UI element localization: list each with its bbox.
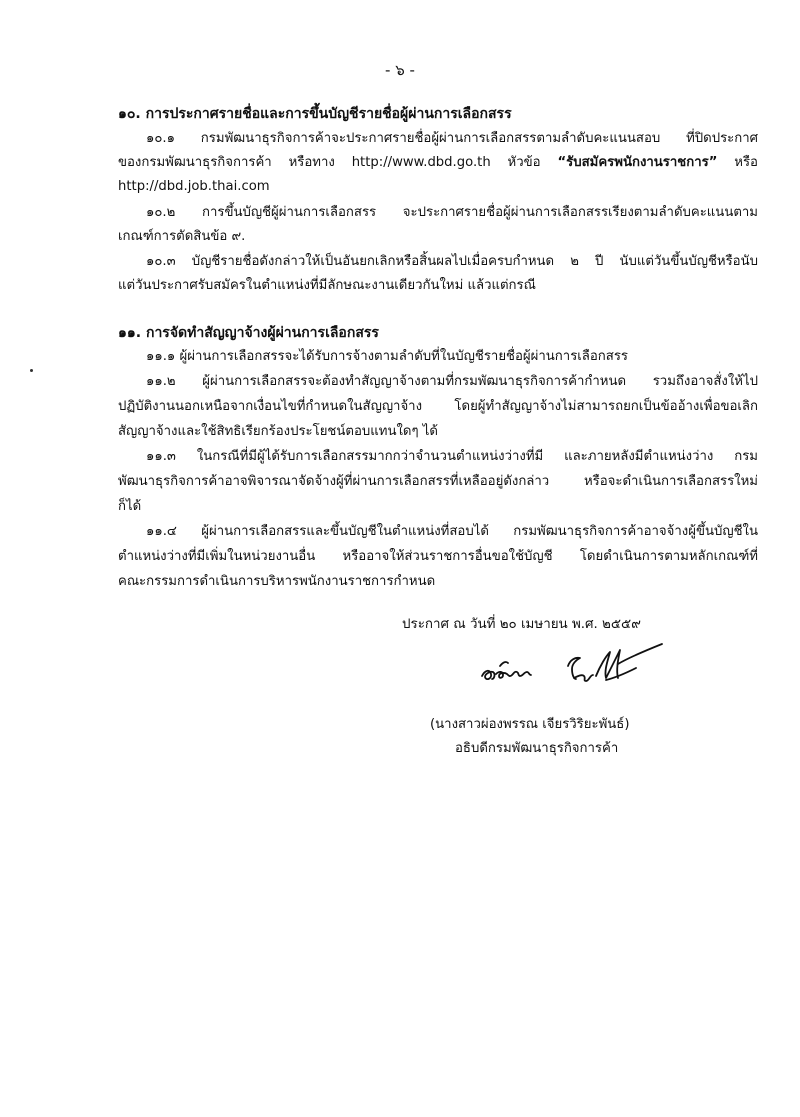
section-11-3-line-1: ๑๑.๓ ในกรณีที่มีผู้ได้รับการเลือกสรรมากกว่าจำนวนตำแหน่งว่างที่มี และภายหลังมีตำแหน่งว่าง กรม [146,449,758,464]
section-11-4-line-3: คณะกรรมการดำเนินการบริหารพนักงานราชการกำหนด [118,574,436,589]
signature [478,636,668,698]
page-number: - ๖ - [385,61,415,79]
section-10-1-line-2 [118,152,758,174]
announcement-date: ประกาศ ณ วันที่ ๒๐ เมษายน พ.ศ. ๒๕๕๙ [402,617,641,632]
section-10-2-line-1: ๑๐.๒ การขึ้นบัญชีผู้ผ่านการเลือกสรร จะประกาศรายชื่อผู้ผ่านการเลือกสรรเรียงตามลำดับคะแนนตาม [146,205,758,220]
scan-speck [30,369,33,372]
section-10-2-line-2: เกณฑ์การตัดสินข้อ ๙. [118,229,246,244]
section-11-3-line-3: ก็ได้ [118,499,142,514]
section-10-1-text: ของกรมพัฒนาธุรกิจการค้า หรือทาง http://www.dbd.go.th หัวข้อ [118,155,541,170]
or-word: หรือ [734,155,758,170]
signer-name: (นางสาวผ่องพรรณ เจียรวิริยะพันธ์) [430,717,630,732]
section-11-4-line-1: ๑๑.๔ ผู้ผ่านการเลือกสรรและขึ้นบัญชีในตำแหน่งที่สอบได้ กรมพัฒนาธุรกิจการค้าอาจจ้างผู้ขึ้นบัญชีใน [146,524,758,539]
section-10-1-line-1: ๑๐.๑ กรมพัฒนาธุรกิจการค้าจะประกาศรายชื่อผู้ผ่านการเลือกสรรตามลำดับคะแนนสอบ ที่ปิดประกาศ [146,131,758,146]
section-10-1-line-3: http://dbd.job.thai.com [118,179,270,194]
section-10-3-line-2: แต่วันประกาศรับสมัครในตำแหน่งที่มีลักษณะงานเดียวกันใหม่ แล้วแต่กรณี [118,278,536,293]
section-11-2-line-3: สัญญาจ้างและใช้สิทธิเรียกร้องประโยชน์ตอบแทนใดๆ ได้ [118,424,438,439]
section-11-heading: ๑๑. การจัดทำสัญญาจ้างผู้ผ่านการเลือกสรร [118,325,379,341]
section-11-3-line-2: พัฒนาธุรกิจการค้าอาจพิจารณาจัดจ้างผู้ที่ผ่านการเลือกสรรที่เหลืออยู่ดังกล่าว หรือจะดำเนินการเลือกสรรใหม่ [118,474,758,489]
section-11-2-line-2: ปฏิบัติงานนอกเหนือจากเงื่อนไขที่กำหนดในสัญญาจ้าง โดยผู้ทำสัญญาจ้างไม่สามารถยกเป็นข้ออ้างเพื่อขอเลิก [118,399,758,414]
section-10-3-line-1: ๑๐.๓ บัญชีรายชื่อดังกล่าวให้เป็นอันยกเลิกหรือสิ้นผลไปเมื่อครบกำหนด ๒ ปี นับแต่วันขึ้นบัญชีหรือนับ [146,254,758,269]
section-11-1-line-1: ๑๑.๑ ผู้ผ่านการเลือกสรรจะได้รับการจ้างตามลำดับที่ในบัญชีรายชื่อผู้ผ่านการเลือกสรร [146,349,628,364]
job-topic-label: “รับสมัครพนักงานราชการ” [557,155,718,170]
section-10-heading: ๑๐. การประกาศรายชื่อและการขึ้นบัญชีรายชื่อผู้ผ่านการเลือกสรร [118,106,512,122]
section-11-2-line-1: ๑๑.๒ ผู้ผ่านการเลือกสรรจะต้องทำสัญญาจ้างตามที่กรมพัฒนาธุรกิจการค้ากำหนด รวมถึงอาจสั่งให้ไป [146,374,758,389]
section-11-4-line-2: ตำแหน่งว่างที่มีเพิ่มในหน่วยงานอื่น หรืออาจให้ส่วนราชการอื่นขอใช้บัญชี โดยดำเนินการตามหลักเกณฑ์ที่ [118,549,758,564]
signer-title: อธิบดีกรมพัฒนาธุรกิจการค้า [455,741,619,756]
